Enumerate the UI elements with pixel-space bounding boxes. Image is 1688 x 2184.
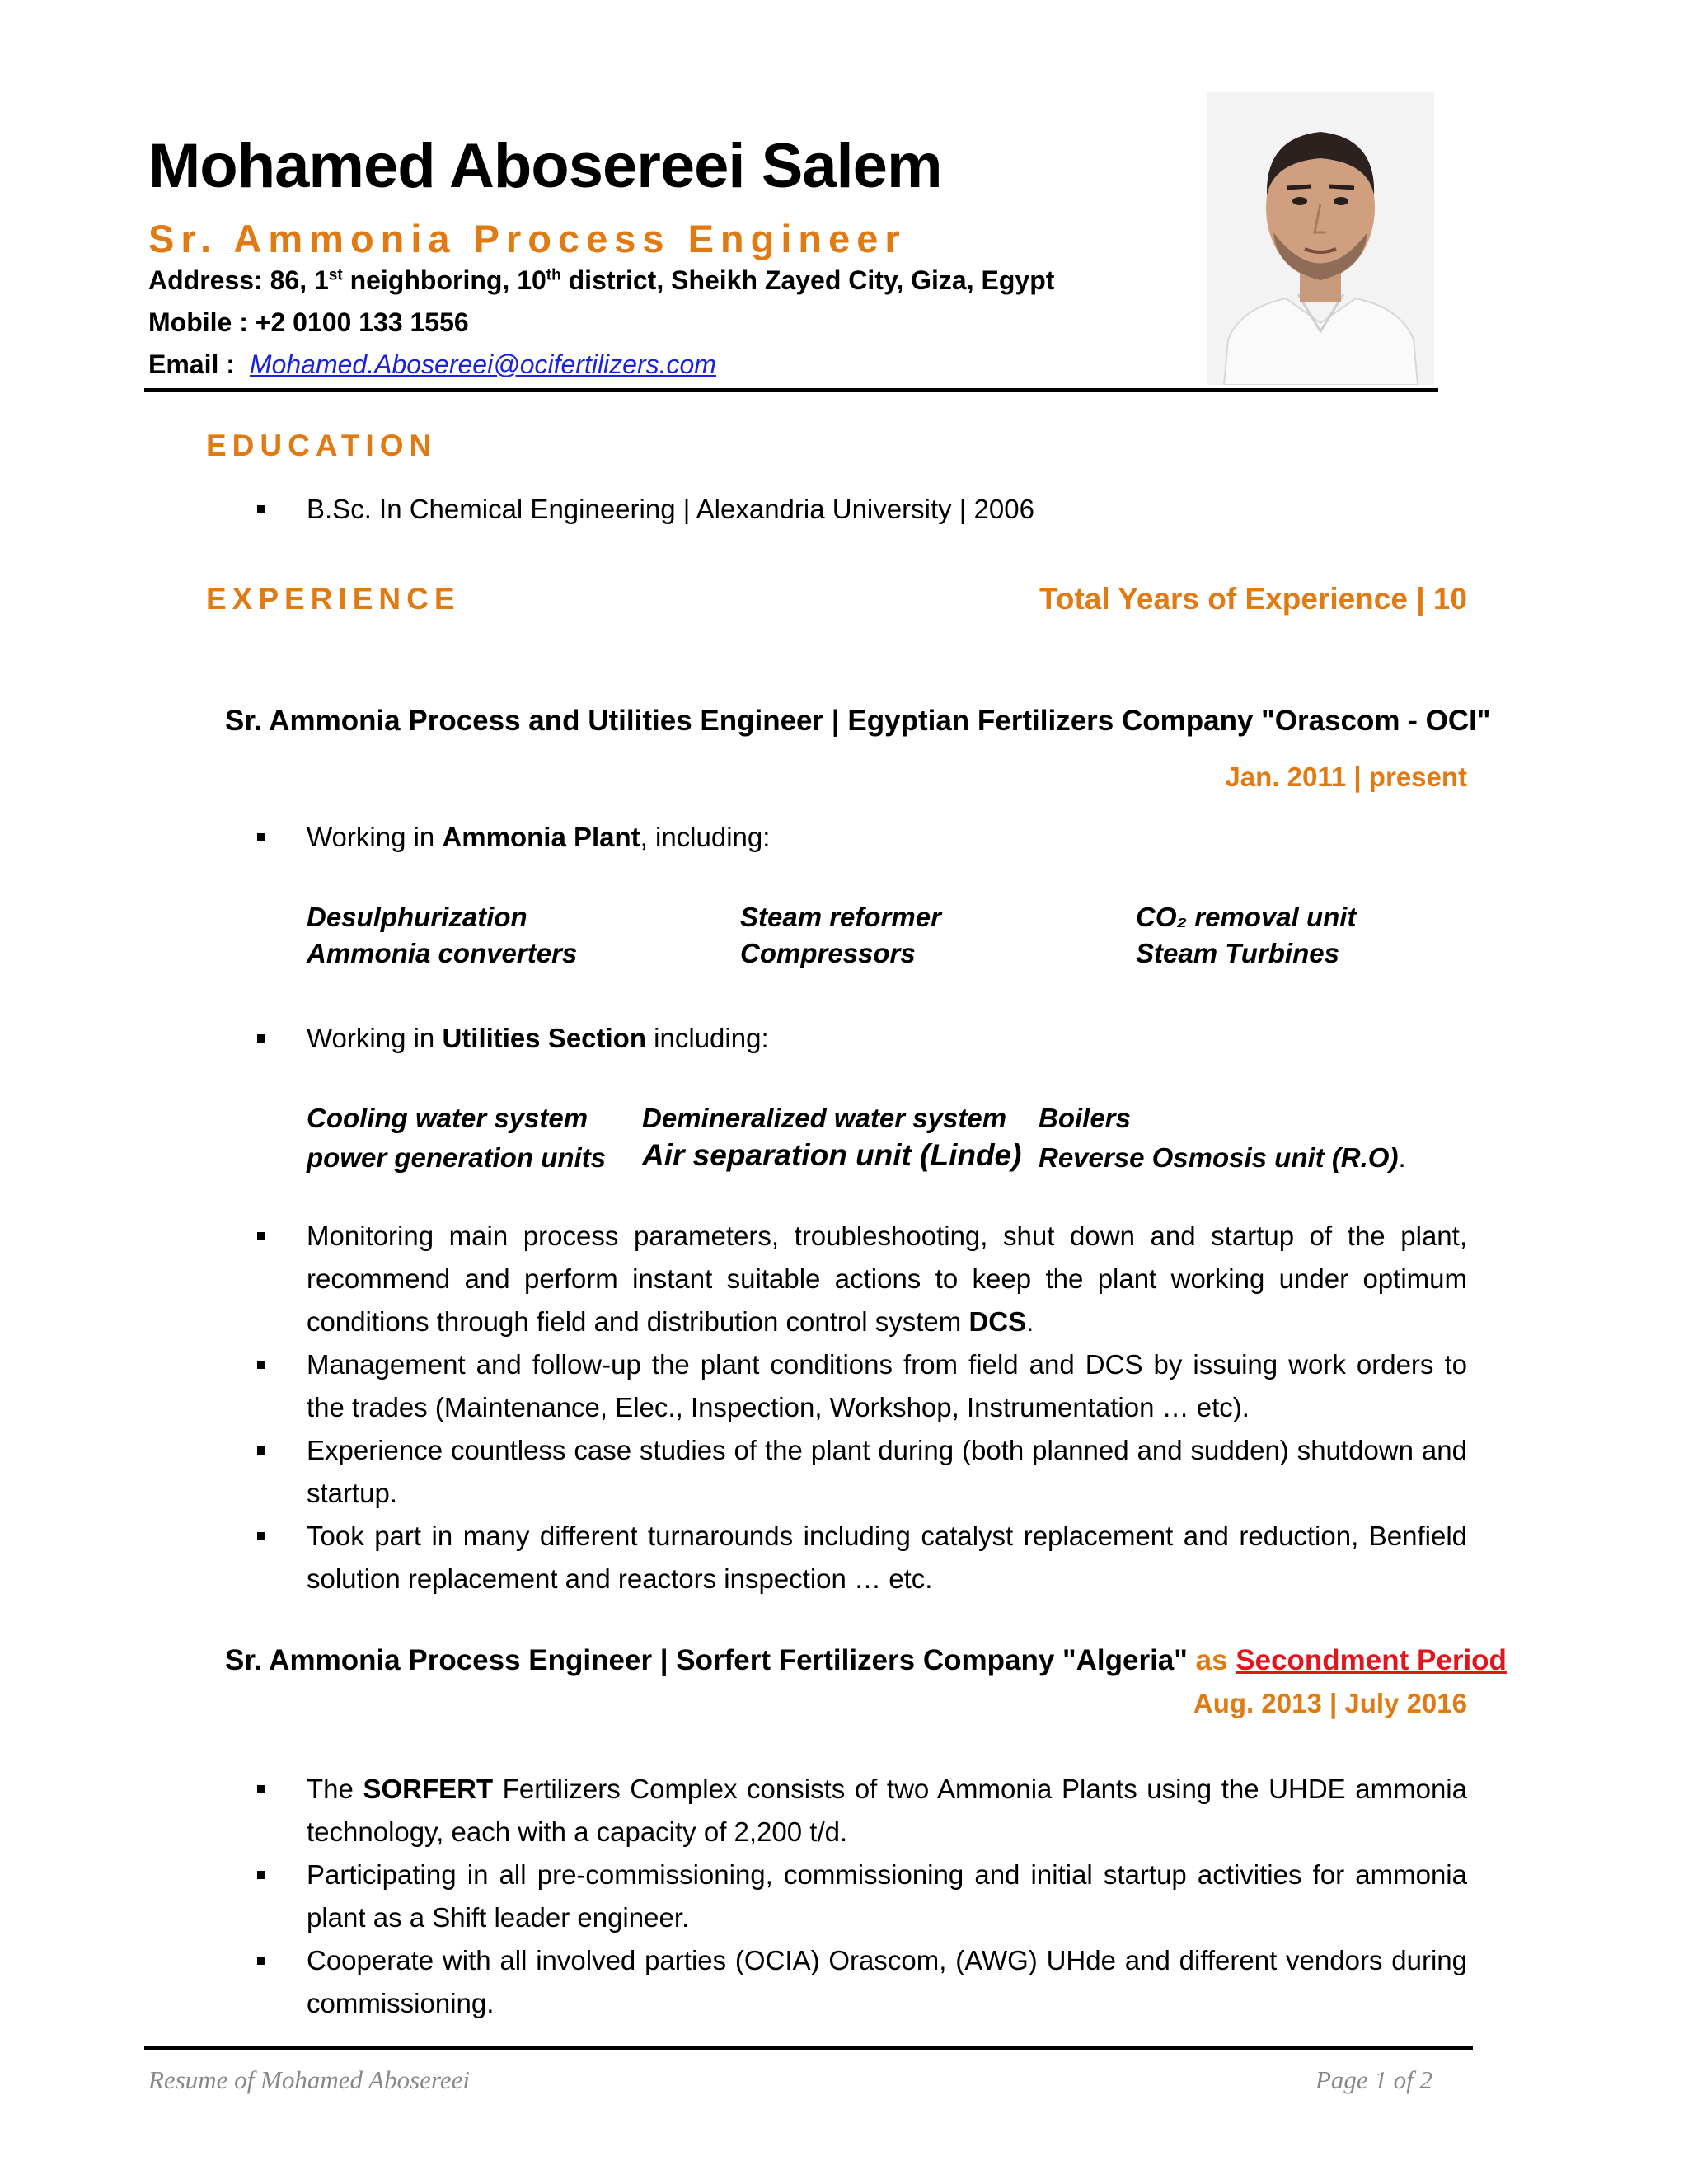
list-item: B.Sc. In Chemical Engineering | Alexandria University | 2006 [256, 488, 1467, 531]
list-item: Management and follow-up the plant conditions from field and DCS by issuing work orders to the trades (Maintenance, Elec., Inspection, Workshop, Instrumentation … etc). [256, 1343, 1467, 1429]
job1-dates: Jan. 2011 | present [1225, 762, 1467, 792]
job1-util-intro [256, 1017, 1467, 1060]
utility-unit: Boilers [1039, 1103, 1131, 1133]
profile-photo [1207, 92, 1434, 385]
email-link[interactable]: Mohamed.Abosereei@ocifertilizers.com [249, 349, 716, 379]
footer-divider [144, 2046, 1473, 2050]
education-list [256, 488, 1467, 531]
job2-dates: Aug. 2013 | July 2016 [1193, 1688, 1467, 1718]
mobile-line: Mobile : +2 0100 133 1556 [148, 307, 469, 337]
utility-unit: Reverse Osmosis unit (R.O). [1039, 1142, 1406, 1173]
list-item: Working in Ammonia Plant, including: [256, 816, 1467, 859]
job1-plant-intro [256, 816, 1467, 859]
utility-unit: Cooling water system [307, 1103, 588, 1133]
list-item: Participating in all pre-commissioning, commissioning and initial startup activities for ammonia plant as a Shift leader engineer. [256, 1854, 1467, 1939]
list-item: Took part in many different turnarounds including catalyst replacement and reduction, Benfield solution replacement and reactors inspection … etc. [256, 1515, 1467, 1601]
list-item: Working in Utilities Section including: [256, 1017, 1467, 1060]
job2-responsibilities [256, 1768, 1467, 2025]
plant-unit: CO₂ removal unit [1136, 902, 1357, 932]
list-item: The SORFERT Fertilizers Complex consists of two Ammonia Plants using the UHDE ammonia technology, each with a capacity of 2,200 t/d. [256, 1768, 1467, 1854]
job1-responsibilities [256, 1215, 1467, 1601]
plant-unit: Compressors [740, 938, 916, 968]
utility-unit: Air separation unit (Linde) [642, 1138, 1022, 1172]
total-experience: Total Years of Experience | 10 [1039, 582, 1467, 616]
plant-unit: Steam reformer [740, 902, 941, 932]
list-item: Experience countless case studies of the plant during (both planned and sudden) shutdown and startup. [256, 1429, 1467, 1515]
experience-heading: EXPERIENCE [206, 582, 461, 616]
candidate-name: Mohamed Abosereei Salem [148, 131, 942, 201]
secondment-label: Secondment Period [1236, 1644, 1507, 1676]
email-line: Email : Mohamed.Abosereei@ocifertilizers.com [148, 349, 716, 379]
plant-unit: Ammonia converters [307, 938, 578, 968]
plant-unit: Desulphurization [307, 902, 528, 932]
address-line: Address: 86, 1st neighboring, 10th district, Sheikh Zayed City, Giza, Egypt [148, 265, 1055, 295]
header-divider [144, 388, 1438, 392]
job1-title: Sr. Ammonia Process and Utilities Engineer | Egyptian Fertilizers Company "Orascom - OCI" [225, 705, 1491, 737]
candidate-role: Sr. Ammonia Process Engineer [148, 217, 907, 260]
education-heading: EDUCATION [206, 429, 438, 462]
job2-title: Sr. Ammonia Process Engineer | Sorfert Fertilizers Company "Algeria" as Secondment Period [225, 1644, 1507, 1676]
page-number: Page 1 of 2 [1315, 2065, 1432, 2094]
list-item: Monitoring main process parameters, troubleshooting, shut down and startup of the plant, recommend and perform instant suitable actions to keep the plant working under optimum conditions through field and distribution control system DCS. [256, 1215, 1467, 1343]
list-item: Cooperate with all involved parties (OCIA) Orascom, (AWG) UHde and different vendors during commissioning. [256, 1939, 1467, 2025]
footer-left: Resume of Mohamed Abosereei [148, 2065, 470, 2094]
utility-unit: power generation units [307, 1142, 607, 1173]
plant-unit: Steam Turbines [1136, 938, 1339, 968]
utility-unit: Demineralized water system [642, 1103, 1007, 1133]
